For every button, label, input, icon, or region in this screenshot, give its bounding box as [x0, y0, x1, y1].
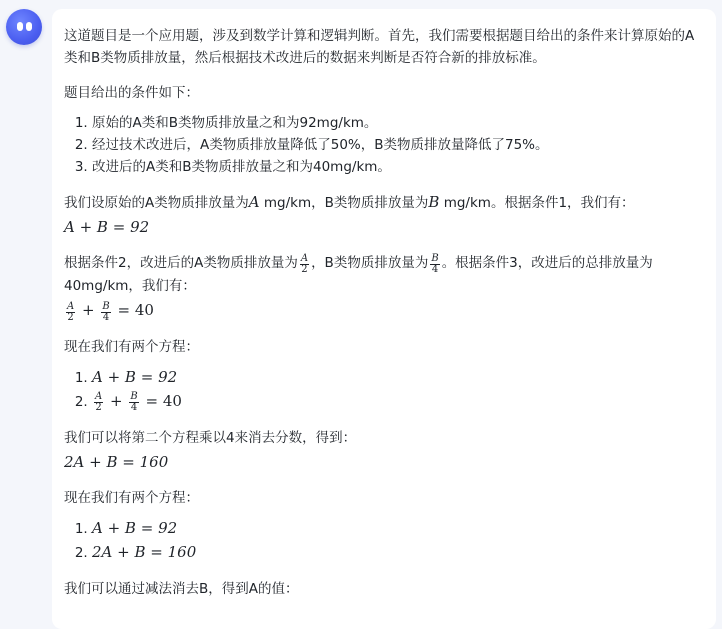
- equation-item: 2. $\frac{A}{2}$ + $\frac{B}{4}$ = 40: [92, 390, 704, 414]
- condition-item: 2. 经过技术改进后，A类物质排放量降低了50%，B类物质排放量降低了75%。: [92, 134, 704, 156]
- avatar-eye-left: [17, 22, 23, 31]
- text-segment: 我们设原始的A类物质排放量为: [64, 195, 249, 211]
- system-heading-2: 现在我们有两个方程：: [64, 489, 199, 506]
- variable-definition: [64, 191, 704, 214]
- conditions-list: [64, 112, 704, 178]
- equation-system-list: [64, 366, 704, 414]
- equation-system-list-2: [64, 517, 704, 565]
- multiply-explanation: 我们可以将第二个方程乘以4来消去分数，得到：: [64, 429, 357, 446]
- conditions-heading: 题目给出的条件如下：: [64, 85, 199, 101]
- math-var-b: B: [428, 193, 440, 211]
- text-segment: 根据条件2，改进后的A类物质排放量为: [64, 255, 298, 271]
- equation-2: $\frac{A}{2}$ + $\frac{B}{4}$ = 40: [67, 300, 154, 323]
- system-heading: 现在我们有两个方程：: [64, 338, 199, 355]
- condition-item: 1. 原始的A类和B类物质排放量之和为92mg/km。: [92, 112, 704, 134]
- equation-1: A + B = 92: [64, 218, 150, 236]
- fraction-b-quarter: $\frac{B}{4}$: [431, 252, 439, 275]
- equation-item: 1. A + B = 92: [92, 517, 704, 541]
- equation-item: 2. 2A + B = 160: [92, 541, 704, 565]
- avatar-eye-right: [26, 22, 32, 31]
- intro-paragraph: 这道题目是一个应用题，涉及到数学计算和逻辑判断。首先，我们需要根据题目给出的条件来计算原始的A类和B类物质排放量，然后根据技术改进后的数据来判断是否符合新的排放标准。: [64, 28, 695, 66]
- assistant-avatar: [6, 9, 42, 45]
- text-segment: 。根据条件3，改进后的总排放量为40mg/km，我们有：: [64, 255, 653, 294]
- equation-3: 2A + B = 160: [64, 452, 169, 471]
- subtraction-explanation: 我们可以通过减法消去B，得到A的值：: [64, 580, 299, 597]
- text-segment: mg/km。根据条件1，我们有：: [439, 195, 635, 211]
- condition-item: 3. 改进后的A类和B类物质排放量之和为40mg/km。: [92, 156, 704, 178]
- equation-item: 1. A + B = 92: [92, 366, 704, 390]
- text-segment: ，B类物质排放量为: [311, 255, 429, 271]
- math-var-a: A: [248, 193, 260, 211]
- fraction-a-half: $\frac{A}{2}$: [300, 252, 309, 275]
- text-segment: mg/km，B类物质排放量为: [259, 195, 429, 211]
- condition-2-explanation: [64, 252, 704, 297]
- assistant-message-bubble: [52, 9, 716, 629]
